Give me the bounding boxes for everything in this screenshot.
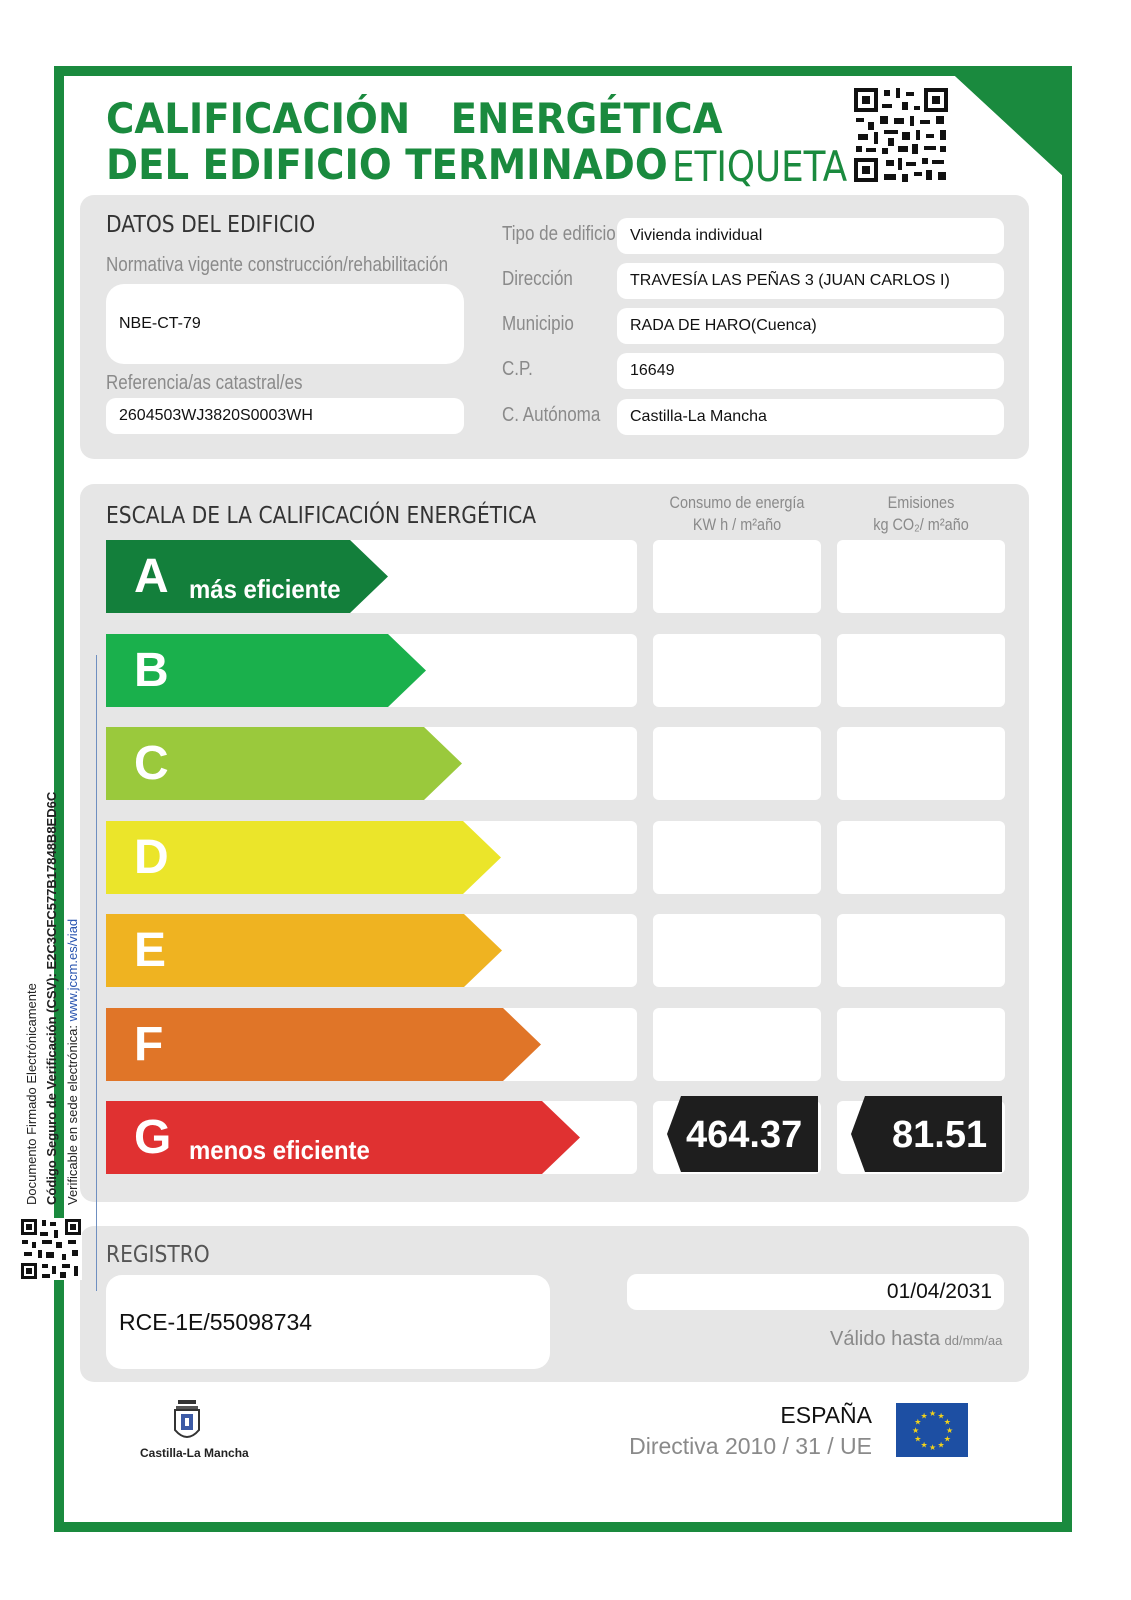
datos-heading: DATOS DEL EDIFICIO — [106, 212, 316, 238]
rating-row-consumo-cell — [653, 914, 821, 987]
rating-letter-b: B — [134, 644, 169, 697]
consumo-header-line-1: Consumo de energía — [669, 493, 805, 512]
rating-row-consumo-cell — [653, 634, 821, 707]
valid-date-field — [627, 1274, 1004, 1310]
rating-row-emisiones-cell — [837, 634, 1005, 707]
eu-star-icon: ★ — [929, 1409, 937, 1418]
consumo-column-header — [666, 492, 809, 536]
rating-note-g: menos eficiente — [189, 1135, 370, 1165]
side-line-3 — [65, 919, 80, 1205]
cp-field: 16649 — [617, 353, 1004, 389]
rating-row-emisiones-cell — [837, 727, 1005, 800]
eu-star-icon: ★ — [929, 1443, 937, 1452]
side-qr-code-icon — [20, 1218, 82, 1280]
etiqueta-label: ETIQUETA — [672, 142, 848, 191]
emisiones-header-line-1: Emisiones — [887, 493, 955, 512]
registro-heading: REGISTRO — [106, 1242, 210, 1268]
normativa-label: Normativa vigente construcción/rehabilitación — [106, 254, 449, 276]
title-line-2: DEL EDIFICIO TERMINADO — [106, 140, 668, 189]
rating-note-a: más eficiente — [189, 574, 341, 604]
eu-star-icon: ★ — [914, 1417, 922, 1427]
rating-row-emisiones-cell — [837, 821, 1005, 894]
valid-until-label: Válido hasta — [830, 1328, 941, 1350]
directive-label: Directiva 2010 / 31 / UE — [629, 1433, 872, 1459]
valid-date: 01/04/2031 — [886, 1280, 992, 1303]
autonoma-field: Castilla-La Mancha — [617, 399, 1004, 435]
rating-row-emisiones-cell — [837, 1008, 1005, 1081]
emisiones-value: 81.51 — [892, 1114, 988, 1156]
eu-star-icon: ★ — [946, 1426, 954, 1435]
valid-until — [830, 1328, 1002, 1351]
emisiones-header-line-2: kg CO₂/ m²año — [873, 515, 969, 534]
consumo-header-line-2: KW h / m²año — [692, 515, 782, 534]
rating-letter-f: F — [134, 1018, 164, 1071]
side-divider — [96, 655, 97, 1291]
eu-star-icon: ★ — [920, 1411, 928, 1421]
municipio-field: RADA DE HARO(Cuenca) — [617, 308, 1004, 344]
rating-row-consumo-cell — [653, 1008, 821, 1081]
eu-star-icon: ★ — [937, 1440, 945, 1450]
valid-format: dd/mm/aa — [944, 1333, 1003, 1348]
side-line-2: Código Seguro de Verificación (CSV): E2C3CFC577B17848B8ED6C — [44, 791, 59, 1205]
rating-letter-e: E — [134, 924, 167, 977]
tipo-field: Vivienda individual — [617, 218, 1004, 254]
direccion-field: TRAVESÍA LAS PEÑAS 3 (JUAN CARLOS I) — [617, 263, 1004, 299]
qr-code-icon — [852, 86, 950, 184]
side-line-3-prefix: Verificable en sede electrónica: — [65, 1025, 80, 1205]
emisiones-column-header — [850, 492, 993, 536]
rating-row-consumo-cell — [653, 727, 821, 800]
rating-arrow-f — [106, 1008, 541, 1081]
rating-letter-g: G — [134, 1111, 172, 1164]
eu-star-icon: ★ — [914, 1434, 922, 1444]
eu-star-icon: ★ — [943, 1434, 951, 1444]
registro-field: RCE-1E/55098734 — [106, 1275, 550, 1369]
eu-star-icon: ★ — [920, 1440, 928, 1450]
referencia-label: Referencia/as catastral/es — [106, 372, 303, 394]
cp-label: C.P. — [502, 358, 533, 380]
rating-letter-d: D — [134, 831, 169, 884]
region-logo-text: Castilla-La Mancha — [140, 1446, 249, 1460]
consumo-value: 464.37 — [686, 1114, 803, 1156]
rating-letter-a: A — [134, 550, 169, 603]
title-line-1: CALIFICACIÓN ENERGÉTICA — [106, 94, 723, 143]
rating-row-consumo-cell — [653, 821, 821, 894]
tipo-label: Tipo de edificio — [502, 223, 616, 245]
verification-link[interactable]: www.jccm.es/viad — [65, 918, 80, 1022]
eu-star-icon: ★ — [912, 1426, 920, 1435]
side-line-1: Documento Firmado Electrónicamente — [24, 983, 39, 1205]
normativa-field: NBE-CT-79 — [106, 284, 464, 364]
rating-row-emisiones-cell — [837, 914, 1005, 987]
municipio-label: Municipio — [502, 313, 574, 335]
rating-row-consumo-cell — [653, 540, 821, 613]
eu-star-icon: ★ — [943, 1417, 951, 1427]
rating-letter-c: C — [134, 737, 169, 790]
direccion-label: Dirección — [502, 268, 573, 290]
rating-row-emisiones-cell — [837, 540, 1005, 613]
autonoma-label: C. Autónoma — [502, 404, 601, 426]
eu-star-icon: ★ — [937, 1411, 945, 1421]
castilla-la-mancha-logo-icon — [173, 1400, 201, 1444]
referencia-field: 2604503WJ3820S0003WH — [106, 398, 464, 434]
escala-heading: ESCALA DE LA CALIFICACIÓN ENERGÉTICA — [106, 503, 537, 529]
eu-flag-icon — [896, 1403, 968, 1457]
country-label: ESPAÑA — [780, 1402, 872, 1428]
